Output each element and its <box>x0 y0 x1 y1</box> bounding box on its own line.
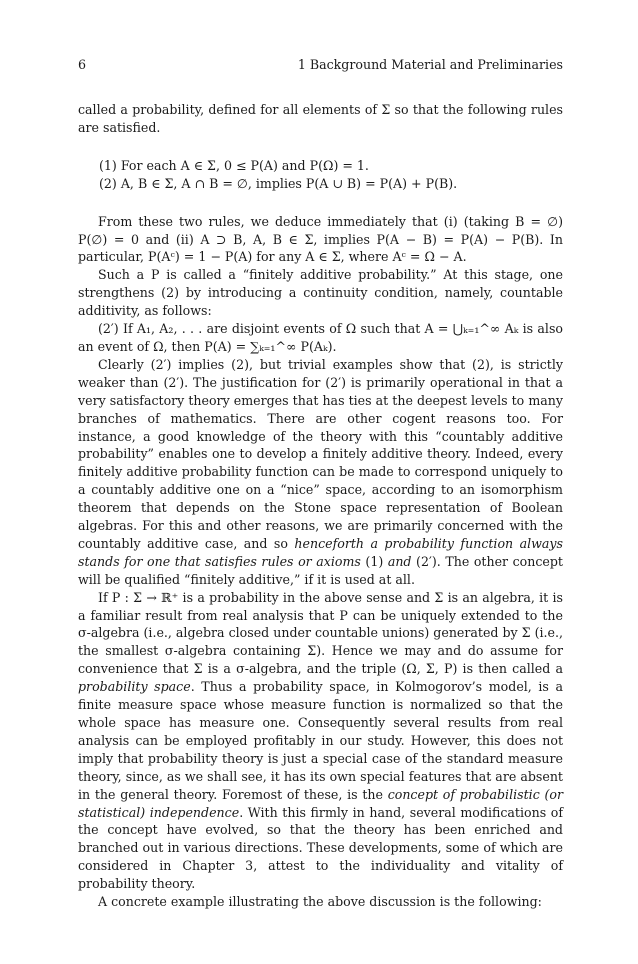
justification-text-c: (2′). The other concept will be qualified “finitely additive,” if it is used at all. <box>78 553 563 587</box>
probability-space-text-b: . Thus a probability space, in Kolmogorov’s model, is a finite measure space whose measure function is normalized so that the whole space has measure one. Consequently several results from real analysis can be employed profitably in our study. However, this does not imply that probability theory is just a special case of the standard measure theory, since, as we shall see, it has its own special features that are absent in the general theory. Foremost of these, is the <box>78 679 563 802</box>
probability-space-term: probability space <box>78 679 191 695</box>
paragraph-example-intro: A concrete example illustrating the above discussion is the following: <box>98 894 542 910</box>
paragraph-deductions: From these two rules, we deduce immediately that (i) (taking B = ∅) P(∅) = 0 and (ii) A ⊃ B, A, B ∈ Σ, implies P(A − B) = P(A) − P(B). In particular, P(Aᶜ) = 1 − P(A) for any A ∈ Σ, where Aᶜ = Ω − A. <box>78 213 563 265</box>
paragraph-justification <box>78 356 563 589</box>
axiom-2: (2) A, B ∈ Σ, A ∩ B = ∅, implies P(A ∪ B) = P(A) + P(B). <box>99 175 458 191</box>
running-header <box>78 56 563 74</box>
paragraph-countable-additivity: (2′) If A₁, A₂, . . . are disjoint events of Ω such that A = ⋃ₖ₌₁^∞ Aₖ is also an event of Ω, then P(A) = ∑ₖ₌₁^∞ P(Aₖ). <box>78 321 563 354</box>
axiom-1: (1) For each A ∈ Σ, 0 ≤ P(A) and P(Ω) = 1. <box>99 157 369 173</box>
running-title: 1 Background Material and Preliminaries <box>297 57 563 72</box>
probability-space-text-c: . With this firmly in hand, several modifications of the concept have evolved, so that the theory has been enriched and branched out in various directions. These developments, some of which are considered in Chapter 3, attest to the individuality and vitality of probability theory. <box>78 804 564 892</box>
justification-text-a: Clearly (2′) implies (2), but trivial examples show that (2), is strictly weaker than (2′). The justification for (2′) is primarily operational in that a very satisfactory theory emerges that has ties at the deepest levels to many branches of mathematics. There are other cogent reasons too. For instance, a good knowledge of the theory with this “countably additive probability” enables one to develop a finitely additive theory. Indeed, every finitely additive probability function can be made to correspond uniquely to a countably additive one on a “nice” space, according to an isomorphism theorem that depends on the Stone space representation of Boolean algebras. For this and other reasons, we are primarily concerned with the countably additive case, and so <box>78 356 563 551</box>
probability-space-text-a: If P : Σ → ℝ⁺ is a probability in the above sense and Σ is an algebra, it is a familiar result from real analysis that P can be uniquely extended to the σ-algebra (i.e., algebra closed under countable unions) generated by Σ (i.e., the smallest σ-algebra containing Σ). Hence we may and do assume for convenience that Σ is a σ-algebra, and the triple (Ω, Σ, P) is then called a <box>78 589 563 677</box>
justification-emphasis-and: and <box>387 553 412 569</box>
page-number: 6 <box>78 57 87 72</box>
justification-emphasis: henceforth a probability function always stands for one that satisfies rules or axioms <box>78 535 564 569</box>
book-page <box>78 56 563 911</box>
independence-term: concept of probabilistic (or statistical) independence <box>78 786 563 820</box>
paragraph-probability-space <box>78 589 563 893</box>
paragraph-finitely-additive: Such a P is called a “finitely additive probability.” At this stage, one strengthens (2) by introducing a continuity condition, namely, countable additivity, as follows: <box>78 267 563 319</box>
axioms-list <box>99 157 563 193</box>
intro-paragraph: called a probability, defined for all elements of Σ so that the following rules are satisfied. <box>78 102 563 135</box>
justification-text-b: (1) <box>360 553 388 569</box>
